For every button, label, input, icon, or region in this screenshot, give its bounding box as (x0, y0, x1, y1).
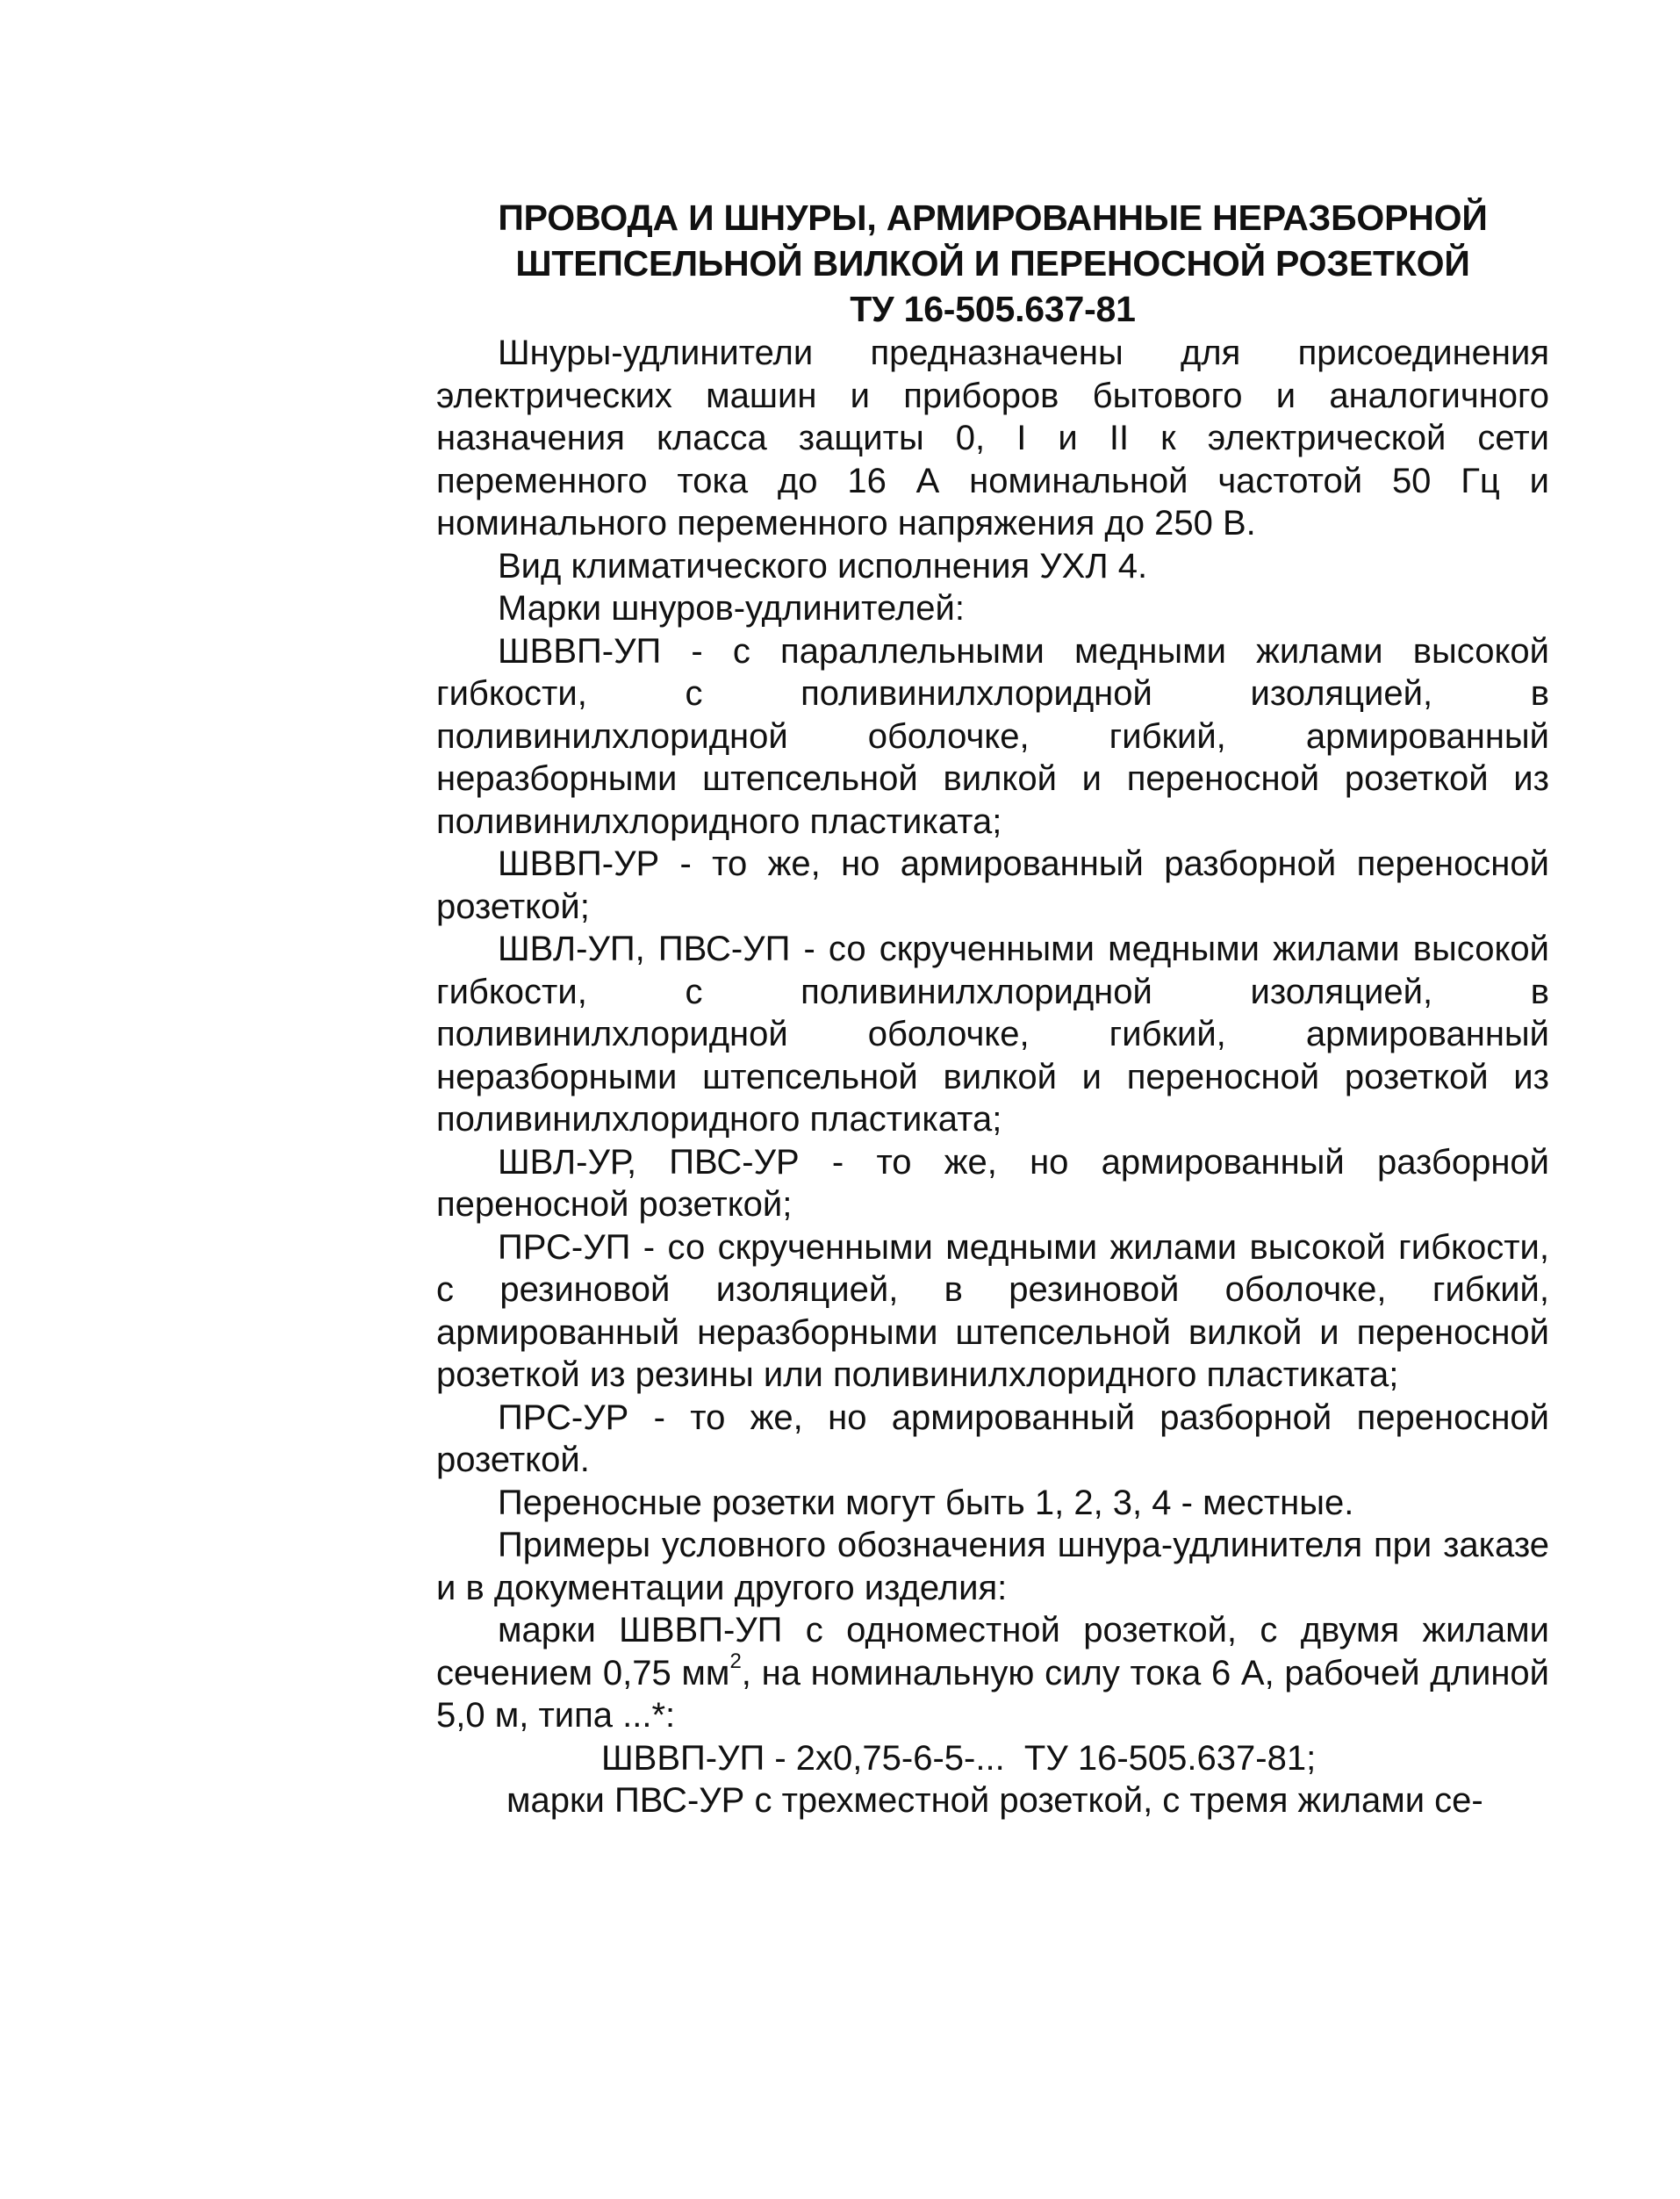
paragraph-example-1 (436, 1609, 1549, 1737)
paragraph-shvl-up: ШВЛ-УП, ПВС-УП - со скрученными медными жилами высокой гибкости, с поливинилхлоридной изоляцией, в поливинилхлоридной оболочке, гибкий, армированный неразборными штепсельной вилкой и переносной розеткой из поливинилхлоридного пластиката; (436, 930, 1549, 1139)
example-1-superscript: 2 (729, 1649, 742, 1674)
example-1-text-a: марки ШВВП-УП с одноместной розеткой, с двумя жилами сечением 0,75 мм (436, 1611, 1549, 1692)
title-line-1: ПРОВОДА И ШНУРЫ, АРМИРОВАННЫЕ НЕРАЗБОРНОЙ (498, 198, 1488, 238)
paragraph-climate: Вид климатического исполнения УХЛ 4. (498, 546, 1148, 586)
title-line-2: ШТЕПСЕЛЬНОЙ ВИЛКОЙ И ПЕРЕНОСНОЙ РОЗЕТКОЙ (515, 243, 1470, 284)
paragraph-sockets: Переносные розетки могут быть 1, 2, 3, 4 - местные. (498, 1483, 1354, 1522)
paragraph-shvvp-up: ШВВП-УП - с параллельными медными жилами высокой гибкости, с поливинилхлоридной изоляцией, в поливинилхлоридной оболочке, гибкий, армированный неразборными штепсельной вилкой и переносной розеткой из поливинилхлоридного пластиката; (436, 631, 1549, 841)
example-1-text-b: , на номинальную силу тока 6 А, рабочей длиной 5,0 м, типа ...*: (436, 1653, 1549, 1735)
paragraph-purpose: Шнуры-удлинители предназначены для присоединения электрических машин и приборов бытового и аналогичного назначения класса защиты 0, I и II к электрической сети переменного тока до 16 А номинальной частотой 50 Гц и номинального переменного напряжения до 250 В. (436, 334, 1549, 543)
paragraph-examples-heading: Примеры условного обозначения шнура-удлинителя при заказе и в документации другого изделия: (436, 1526, 1549, 1607)
document-body (436, 332, 1549, 1822)
paragraph-example-2: марки ПВС-УР с трехместной розеткой, с тремя жилами се- (506, 1781, 1483, 1820)
paragraph-prs-up: ПРС-УП - со скрученными медными жилами высокой гибкости, с резиновой изоляцией, в резиновой оболочке, гибкий, армированный неразборными штепсельной вилкой и переносной розеткой из резины или поливинилхлоридного пластиката; (436, 1227, 1549, 1394)
paragraph-prs-ur: ПРС-УР - то же, но армированный разборной переносной розеткой. (436, 1398, 1549, 1479)
title-spec-number: ТУ 16-505.637-81 (850, 289, 1136, 329)
paragraph-brands-heading: Марки шнуров-удлинителей: (498, 589, 965, 628)
designation-example-1: ШВВП-УП - 2х0,75-6-5-... ТУ 16-505.637-81; (601, 1738, 1317, 1778)
document-page (436, 195, 1549, 1822)
document-title (436, 195, 1549, 332)
paragraph-shvl-ur: ШВЛ-УР, ПВС-УР - то же, но армированный разборной переносной розеткой; (436, 1142, 1549, 1224)
paragraph-shvvp-ur: ШВВП-УР - то же, но армированный разборной переносной розеткой; (436, 844, 1549, 926)
